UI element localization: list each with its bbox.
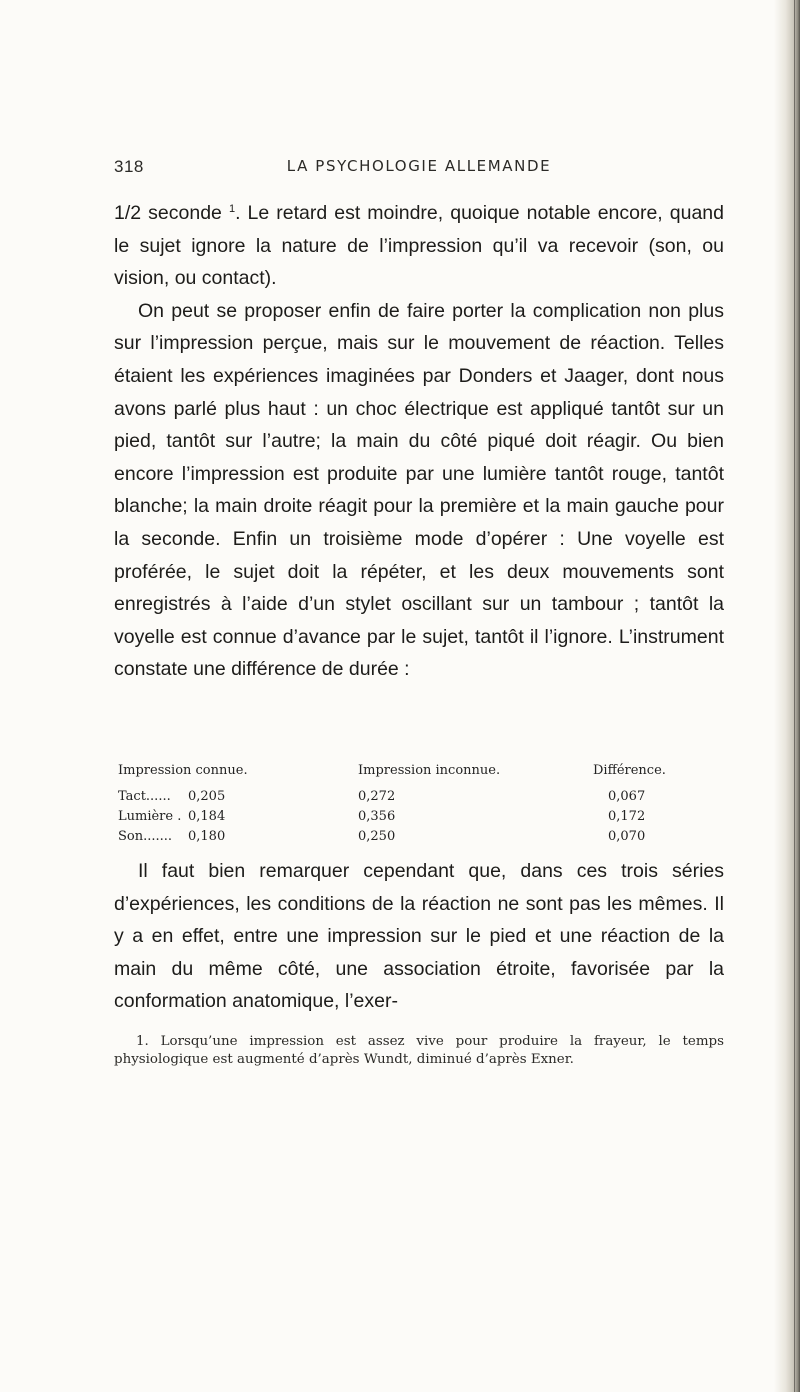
reaction-time-table [118,763,730,849]
paragraph-3: Il faut bien remarquer cependant que, dans ces trois séries d’expériences, les conditions de la réaction ne sont pas les mêmes. Il y a en effet, entre une impression sur le pied et une réaction de la main du même côté, une association étroite, favorisée par la conformation anatomique, l’exer- [114,860,724,1013]
header-unknown: Impression inconnue. [358,763,501,778]
table-row [118,809,730,829]
table-header-row [118,763,730,789]
page-gutter-shadow [774,0,800,1392]
row-label: Son....... [118,829,173,844]
main-text-continued [114,855,724,1018]
value-difference: 0,070 [608,829,646,844]
table-row [118,829,730,849]
running-title: LA PSYCHOLOGIE ALLEMANDE [286,157,552,175]
value-known: 0,205 [188,789,226,804]
header-known: Impression connue. [118,763,248,778]
value-known: 0,180 [188,829,226,844]
page-number: 318 [114,157,144,176]
value-difference: 0,172 [608,809,646,824]
paragraph-1: 1/2 seconde $^1$. Le retard est moindre, quoique notable encore, quand le sujet ignore la nature de l’impression qu’il va recevoir (son, ou vision, ou contact). [114,202,724,290]
page-header [114,157,724,181]
footnote-mark: 1 [228,203,236,215]
value-difference: 0,067 [608,789,646,804]
table-row [118,789,730,809]
row-label: Lumière . [118,809,182,824]
page-edge-line [794,0,795,1392]
value-unknown: 0,356 [358,809,396,824]
paragraph-2: On peut se proposer enfin de faire porter la complication non plus sur l’impression perçue, mais sur le mouvement de réaction. Telles étaient les expériences imaginées par Donders et Jaager, dont nous avons parlé plus haut : un choc électrique est appliqué tantôt sur un pied, tantôt sur l’autre; la main du côté piqué doit réagir. Ou bien encore l’impression est produite par une lumière tantôt rouge, tantôt blanche; la main droite réagit pour la première et la main gauche pour la seconde. Enfin un troisième mode d’opérer : Une voyelle est proférée, le sujet doit la répéter, et les deux mouvements sont enregistrés à l’aide d’un stylet oscillant sur un tambour ; tantôt la voyelle est connue d’avance par le sujet, tantôt il l’ignore. L’instrument constate une différence de durée : [114,299,724,681]
footnote-text: 1. Lorsqu’une impression est assez vive pour produire la frayeur, le temps physiologique est augmenté d’après Wundt, diminué d’après Exner. [114,1034,724,1067]
value-unknown: 0,250 [358,829,396,844]
value-known: 0,184 [188,809,226,824]
row-label: Tact...... [118,789,171,804]
footnote [114,1033,724,1069]
main-text [114,197,724,686]
header-difference: Différence. [593,763,666,778]
value-unknown: 0,272 [358,789,396,804]
